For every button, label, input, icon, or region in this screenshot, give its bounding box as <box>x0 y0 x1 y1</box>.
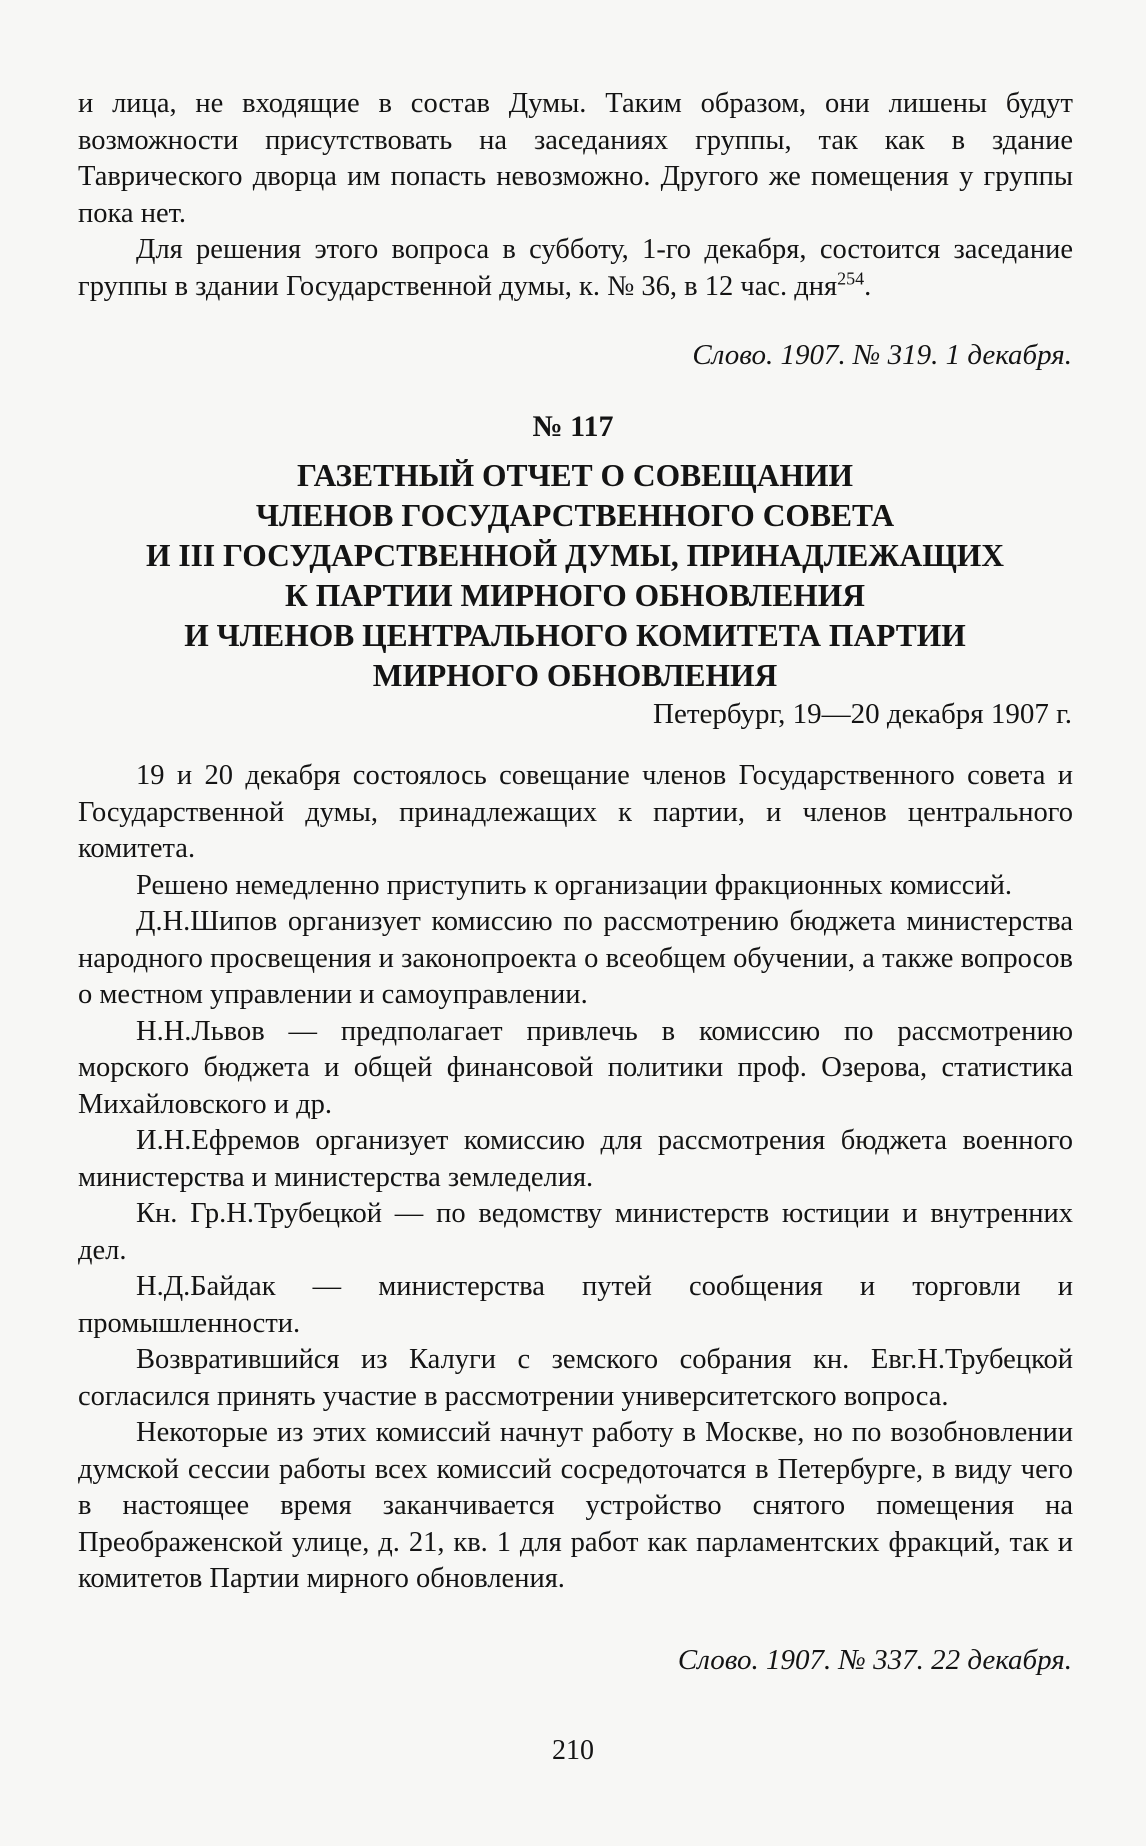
document-number: № 117 <box>532 410 614 443</box>
top-text-block <box>78 86 1073 305</box>
paragraph <box>78 232 1073 305</box>
paragraph: и лица, не входящие в состав Думы. Таким образом, они лишены будут возможности присутствовать на заседаниях группы, так как в здание Таврического дворца им попасть невозможно. Другого же помещения у группы пока нет. <box>78 88 1073 229</box>
document-heading <box>110 456 1040 696</box>
dateline: Петербург, 19—20 декабря 1907 г. <box>653 698 1072 730</box>
paragraph: Кн. Гр.Н.Трубецкой — по ведомству министерств юстиции и внутренних дел. <box>78 1198 1073 1266</box>
source-citation: Слово. 1907. № 337. 22 декабря. <box>677 1644 1072 1676</box>
paragraph: И.Н.Ефремов организует комиссию для рассмотрения бюджета военного министерства и министерства земледелия. <box>78 1125 1073 1193</box>
paragraph-end: . <box>864 270 872 302</box>
heading-line: МИРНОГО ОБНОВЛЕНИЯ <box>372 658 778 693</box>
page-number: 210 <box>552 1735 594 1766</box>
heading-line: И III ГОСУДАРСТВЕННОЙ ДУМЫ, ПРИНАДЛЕЖАЩИХ <box>145 538 1005 573</box>
paragraph: Решено немедленно приступить к организации фракционных комиссий. <box>136 869 1013 901</box>
paragraph: Н.Д.Байдак — министерства путей сообщения и торговли и промышленности. <box>78 1271 1073 1339</box>
paragraph: Некоторые из этих комиссий начнут работу в Москве, но по возобновлении думской сессии работы всех комиссий сосредоточатся в Петербурге, в виду чего в настоящее время заканчивается устройство снятого помещения на Преображенской улице, д. 21, кв. 1 для работ как парламентских фракций, так и комитетов Партии мирного обновления. <box>78 1417 1073 1594</box>
source-citation: Слово. 1907. № 319. 1 декабря. <box>692 339 1072 371</box>
heading-line: И ЧЛЕНОВ ЦЕНТРАЛЬНОГО КОМИТЕТА ПАРТИИ <box>184 618 966 653</box>
paragraph: Д.Н.Шипов организует комиссию по рассмотрению бюджета министерства народного просвещения и законопроекта о всеобщем обучении, а также вопросов о местном управлении и самоуправлении. <box>78 906 1073 1010</box>
body-text-block <box>78 758 1073 1598</box>
heading-line: К ПАРТИИ МИРНОГО ОБНОВЛЕНИЯ <box>285 578 865 613</box>
paragraph: 19 и 20 декабря состоялось совещание членов Государственного совета и Государственной думы, принадлежащих к партии, и членов центрального комитета. <box>78 760 1073 864</box>
paragraph: Н.Н.Львов — предполагает привлечь в комиссию по рассмотрению морского бюджета и общей финансовой политики проф. Озерова, статистика Михайловского и др. <box>78 1015 1073 1120</box>
heading-line: ГАЗЕТНЫЙ ОТЧЕТ О СОВЕЩАНИИ <box>296 458 854 493</box>
footnote-ref: 254 <box>837 268 865 288</box>
heading-line: ЧЛЕНОВ ГОСУДАРСТВЕННОГО СОВЕТА <box>255 498 895 533</box>
paragraph-text: Для решения этого вопроса в субботу, 1-го декабря, состоится заседание группы в здании Государственной думы, к. № 36, в 12 час. дня <box>78 234 1073 302</box>
paragraph: Возвратившийся из Калуги с земского собрания кн. Евг.Н.Трубецкой согласился принять участие в рассмотрении университетского вопроса. <box>78 1344 1073 1412</box>
